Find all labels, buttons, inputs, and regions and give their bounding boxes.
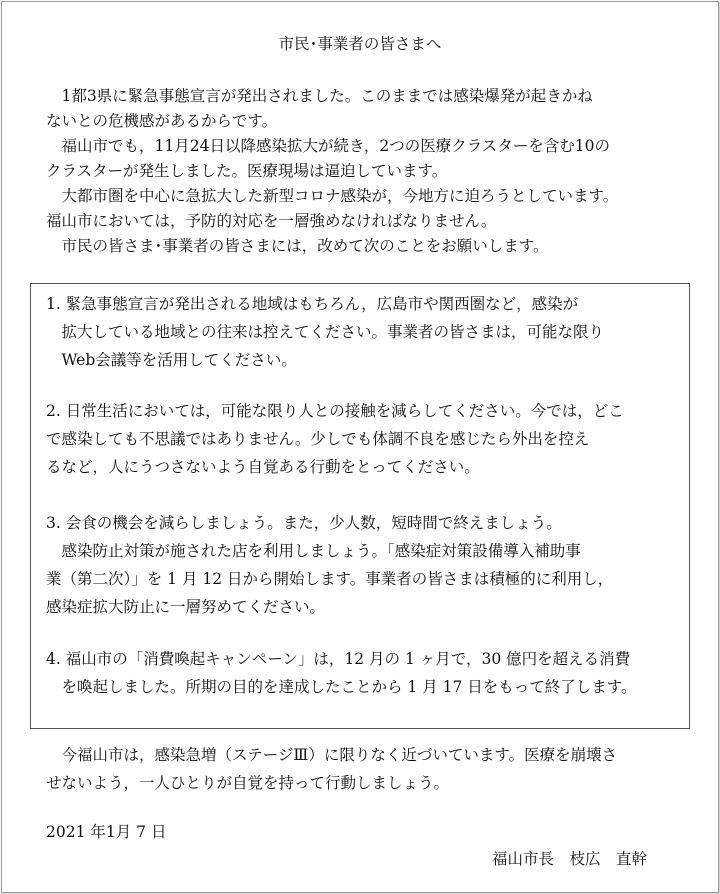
request-line: Web会議等を活用してください。	[46, 351, 297, 369]
intro-paragraph	[46, 84, 686, 259]
request-line: 3. 会食の機会を減らしましょう。また，少人数，短時間で終えましょう。	[46, 514, 562, 532]
request-line: で感染しても不思議ではありません。少しでも体調不良を感じたら外出を控え	[46, 430, 590, 448]
intro-line: 福山市においては，予防的対応を一層強めなければなりません。	[46, 212, 497, 230]
request-line: 業（第二次）」を 1 月 12 日から開始します。事業者の皆さまは積極的に利用し，	[46, 570, 614, 588]
request-line: 感染防止対策が施された店を利用しましょう。「感染症対策設備導入補助事	[46, 542, 581, 560]
date-text: 2021 年1月 7 日	[46, 823, 167, 841]
request-line: 感染症拡大防止に一層努めてください。	[46, 598, 326, 616]
request-item-4	[46, 645, 686, 701]
request-item-2	[46, 397, 686, 481]
intro-line: ないとの危機感があるからです。	[46, 112, 278, 130]
intro-line: 福山市でも，11月24日以降感染拡大が続き，2つの医療クラスターを含む10の	[46, 137, 610, 155]
request-line: 1. 緊急事態宣言が発出される地域はもちろん，広島市や関西圏など，感染が	[46, 295, 579, 313]
request-line: 4. 福山市の「消費喚起キャンペーン」は，12 月の 1 ヶ月で，30 億円を超える消費	[46, 650, 631, 668]
request-line: 2. 日常生活においては，可能な限り人との接触を減らしてください。今では，どこ	[46, 402, 624, 420]
request-line: 拡大している地域との往来は控えてください。事業者の皆さまは，可能な限り	[46, 323, 605, 341]
request-line: を喚起しました。所期の目的を達成したことから 1 月 17 日をもって終了します。	[46, 678, 637, 696]
page-title: 市民･事業者の皆さまへ	[278, 35, 442, 53]
intro-line: クラスターが発生しました。医療現場は逼迫しています。	[46, 162, 448, 180]
closing-paragraph	[46, 741, 686, 797]
request-item-1	[46, 290, 686, 374]
request-item-3	[46, 509, 686, 621]
intro-line: 大都市圏を中心に急拡大した新型コロナ感染が，今地方に迫ろうとしています。	[46, 187, 619, 205]
closing-line: 今福山市は，感染急増（ステージⅢ）に限りなく近づいています。医療を崩壊さ	[46, 746, 618, 764]
mayor-signature: 福山市長 枝広 直幹	[492, 850, 648, 868]
closing-line: せないよう，一人ひとりが自覚を持って行動しましょう。	[46, 774, 450, 792]
intro-line: 1都3県に緊急事態宣言が発出されました。このままでは感染爆発が起きかね	[46, 87, 593, 105]
intro-line: 市民の皆さま･事業者の皆さまには，改めて次のことをお願いします。	[46, 237, 549, 255]
request-line: るなど，人にうつさないよう自覚ある行動をとってください。	[46, 458, 480, 476]
